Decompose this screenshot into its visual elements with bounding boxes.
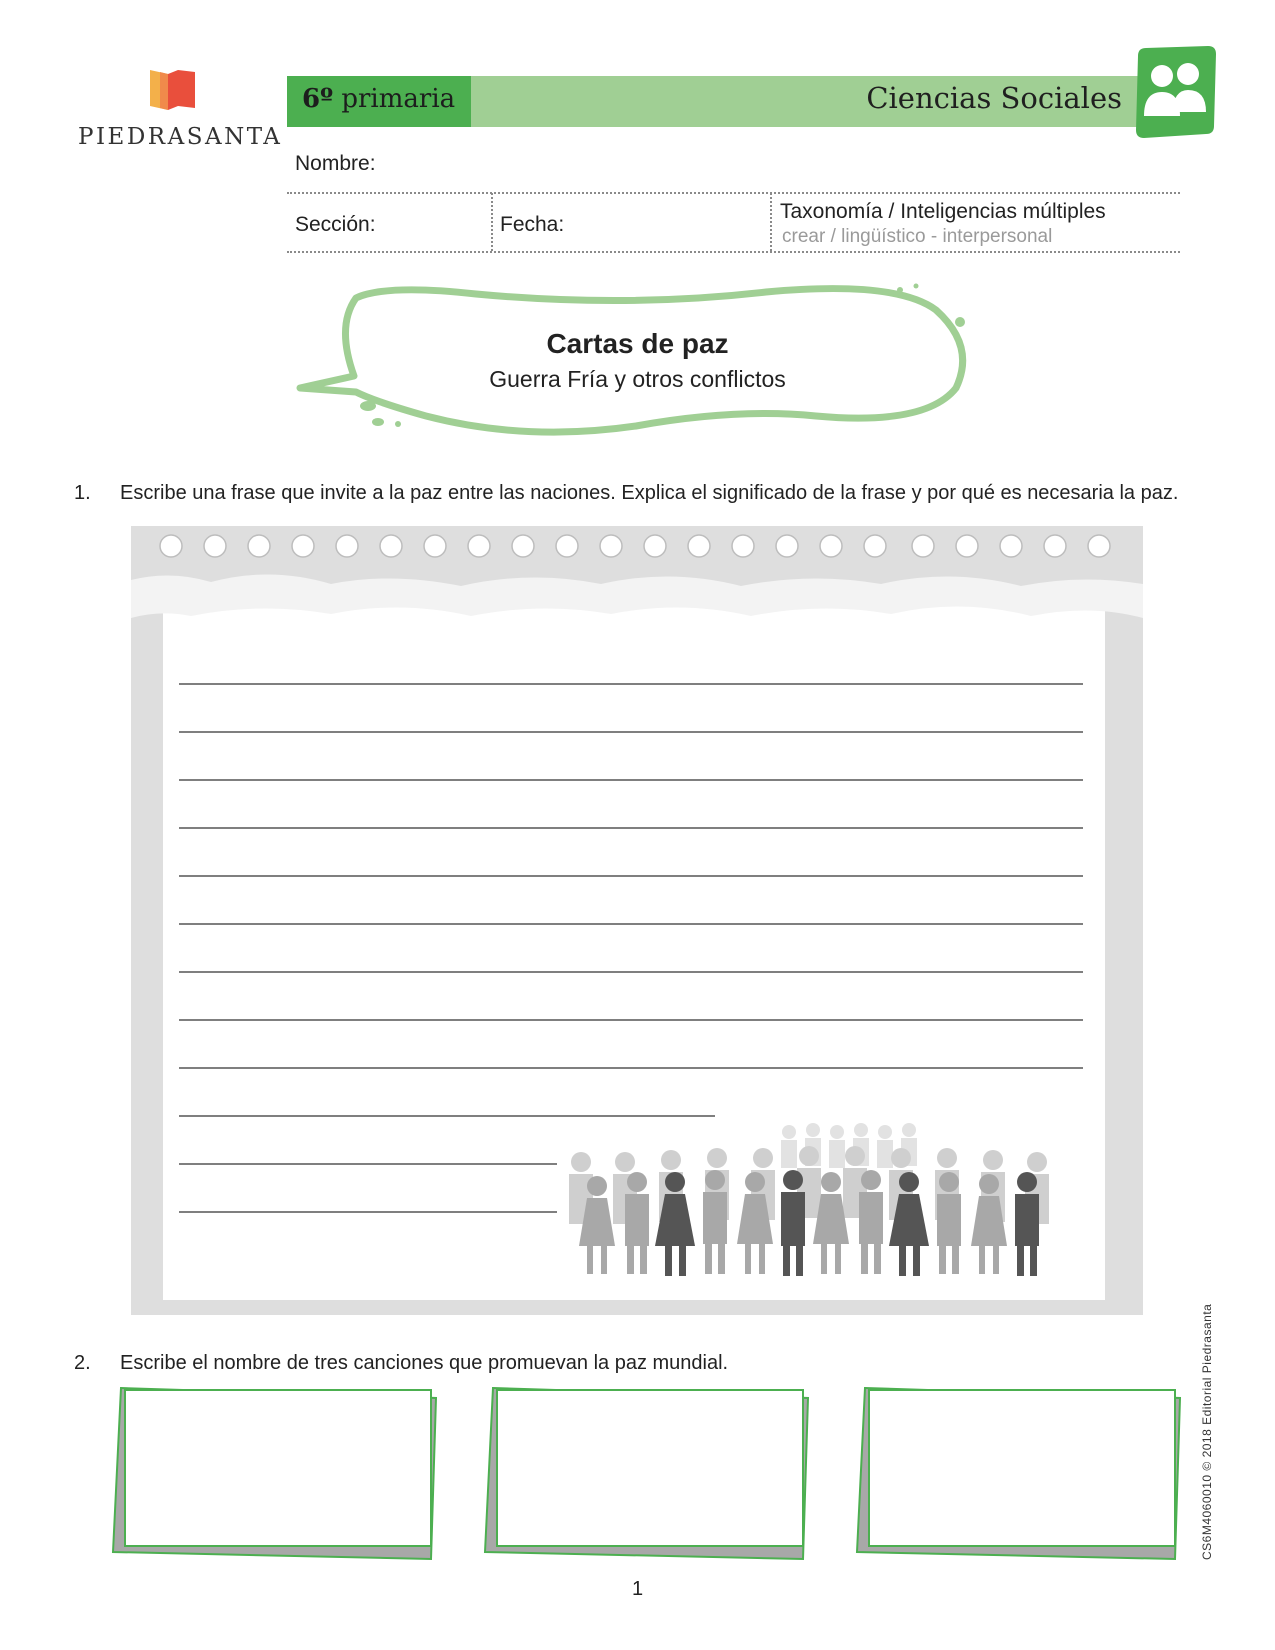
song-box-1[interactable] — [111, 1384, 441, 1564]
activity-subtitle: Guerra Fría y otros conflictos — [489, 366, 786, 392]
page-number: 1 — [631, 1578, 644, 1600]
form-divider-top — [287, 192, 1180, 194]
question-1-number: 1. — [74, 482, 91, 504]
activity-title: Cartas de paz — [546, 328, 729, 359]
grade-number: 6º — [302, 84, 334, 114]
subject-title: Ciencias Sociales — [866, 81, 1122, 115]
question-2-number: 2. — [74, 1352, 91, 1374]
taxonomy-value: crear / lingüístico - interpersonal — [782, 226, 1053, 247]
question-1-text: Escribe una frase que invite a la paz entre las naciones. Explica el significado de la frase y por qué es necesaria la paz. — [120, 482, 1179, 504]
people-icon — [1132, 46, 1216, 140]
grade-level: primaria — [341, 84, 456, 114]
form-divider-bottom — [287, 251, 1180, 253]
form-divider-v2 — [770, 193, 772, 251]
publisher-name: PIEDRASANTA — [78, 124, 283, 150]
song-box-3[interactable] — [855, 1384, 1185, 1564]
date-label: Fecha: — [500, 213, 565, 236]
form-divider-v1 — [491, 193, 493, 251]
grade-label — [302, 84, 455, 114]
copyright-code: CS6M4060010 © 2018 Editorial Piedrasanta — [1200, 1303, 1214, 1560]
name-label: Nombre: — [295, 152, 376, 175]
writing-notepad — [131, 526, 1143, 1315]
taxonomy-label: Taxonomía / Inteligencias múltiples — [780, 200, 1106, 223]
question-2-text: Escribe el nombre de tres canciones que promuevan la paz mundial. — [120, 1352, 729, 1374]
song-box-2[interactable] — [483, 1384, 813, 1564]
section-label: Sección: — [295, 213, 376, 236]
